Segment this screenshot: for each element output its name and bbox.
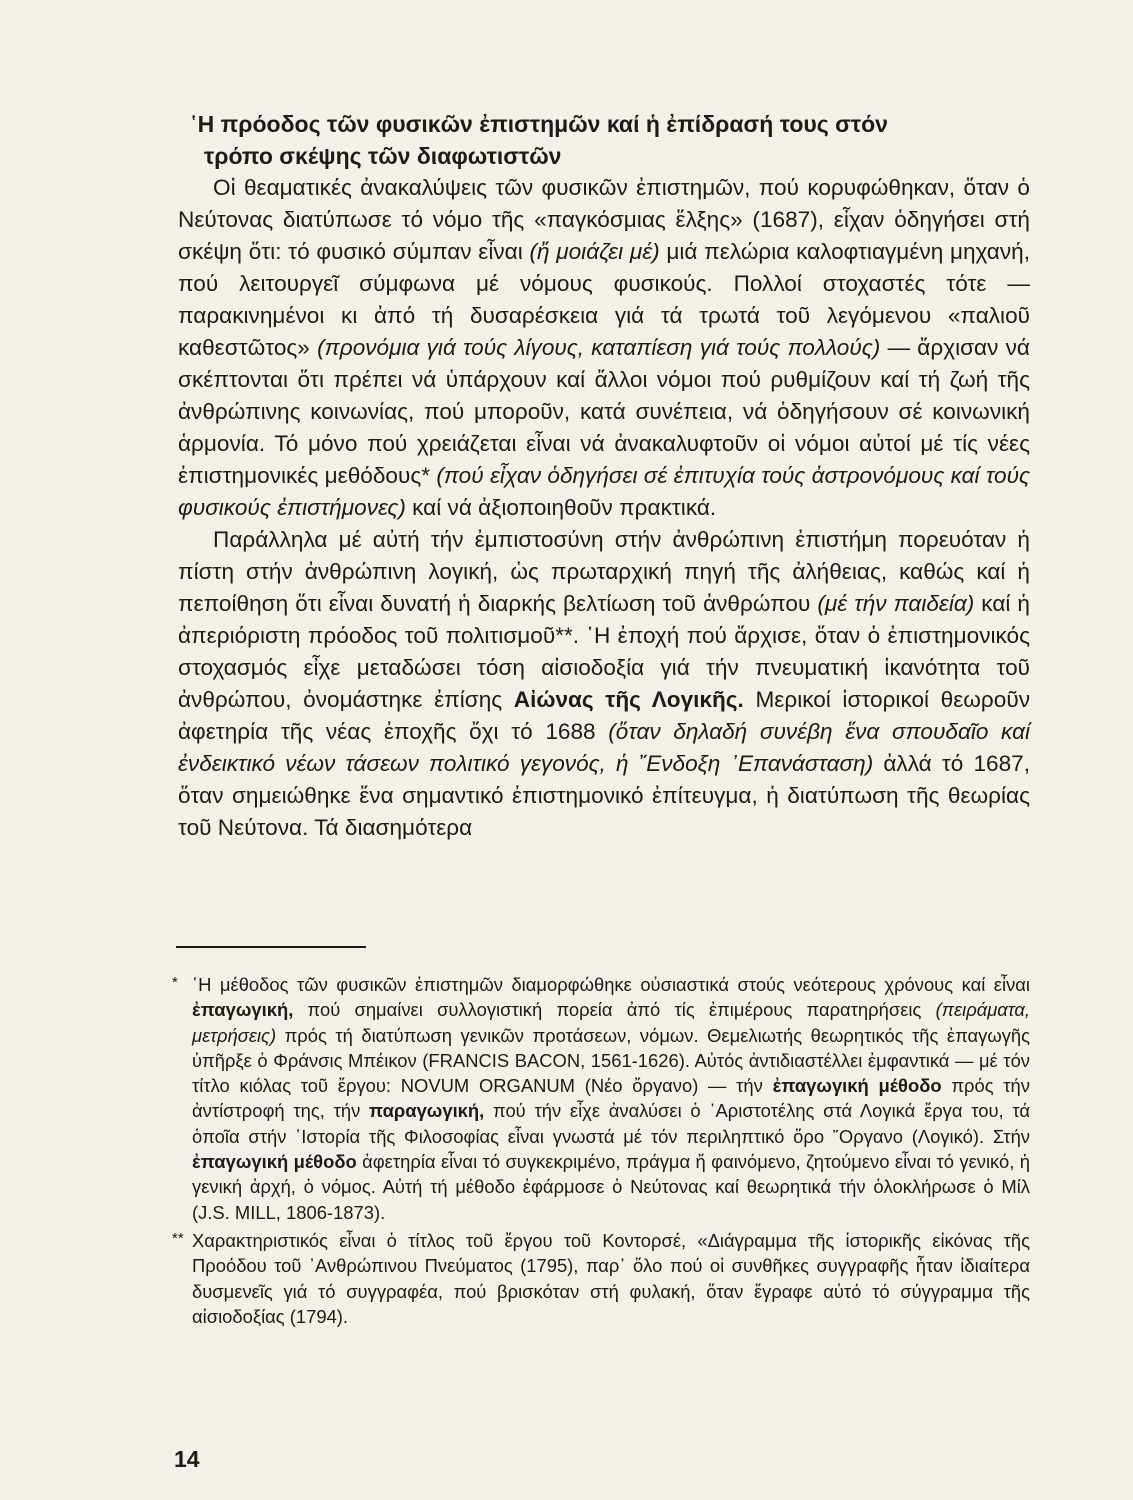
paragraph-1-text-1: Οἱ θεαματικές ἀνακαλύψεις τῶν φυσικῶν ἐπιστημῶν, πού κορυφώθηκαν, ὅταν ὁ Νεύτονας διατύπωσε τό νόμο τῆς «παγκόσμιας ἕλξης» (1687), εἶχαν ὁδηγήσει στή σκέψη ὅτι: τό φυσικό σύμπαν εἶναι	[178, 175, 1030, 264]
paragraph-1-text-3: — ἄρχισαν νά σκέπτονται ὅτι πρέπει νά ὑπάρχουν καί ἄλλοι νόμοι πού ρυθμίζουν καί τή ζωή τῆς ἀνθρώπινης κοινωνίας, πού μποροῦν, κατά συνέπεια, νά ὁδηγήσουν σέ κοινωνική ἁρμονία. Τό μόνο πού χρειάζεται εἶναι νά ἀνακαλυφτοῦν οἱ νόμοι αὐτοί μέ τίς νέες ἐπιστημονικές μεθόδους*	[178, 335, 1030, 488]
footnote-1-italic-1: (πειράματα, μετρήσεις)	[192, 999, 1030, 1046]
paragraph-2-text-4: ἀλλά τό 1687, ὅταν σημειώθηκε ἕνα σημαντικό ἐπιστημονικό ἐπίτευγμα, ἡ διατύπωση τῆς θεωρίας τοῦ Νεύτονα. Τά διασημότερα	[178, 751, 1030, 840]
page-number: 14	[174, 1446, 200, 1472]
footnote-1-bold-4: ἐπαγωγική μέθοδο	[192, 1151, 357, 1173]
paragraph-2-italic-1: (μέ τήν παιδεία)	[817, 591, 975, 616]
footnote-divider	[176, 946, 366, 948]
footnote-1-text-3: πρός τή διατύπωση γενικῶν προτάσεων, νόμων. Θεμελιωτής θεωρητικός τῆς ἐπαγωγῆς ὑπῆρξε ὁ Φράνσις Μπέικον (FRANCIS BACON, 1561-1626). Αὐτός ἀντιδιαστέλλει ἐμφαντικά — μέ τόν τίτλο κιόλας τοῦ ἔργου: NOVUM ORGANUM (Νέο ὄργανο) — τήν	[192, 1024, 1030, 1097]
footnote-2-text: Χαρακτηριστικός εἶναι ὁ τίτλος τοῦ ἔργου τοῦ Κοντορσέ, «Διάγραμμα τῆς ἱστορικῆς εἰκόνας τῆς Προόδου τοῦ ᾿Ανθρώπινου Πνεύματος (1795), παρ᾿ ὅλο πού οἱ συνθῆκες συγγραφῆς ἦταν ἰδιαίτερα δυσμενεῖς γιά τό συγγραφέα, πού βρισκόταν στή φυλακή, ὅταν ἔγραφε αὐτό τό σύγγραμμα τῆς αἰσιοδοξίας (1794).	[192, 1229, 1030, 1327]
paragraph-2-bold-1: Αἰώνας τῆς Λογικῆς.	[513, 687, 744, 712]
footnote-1-bold-1: ἐπαγωγική,	[192, 999, 294, 1021]
footnote-1-text-6: ἀφετηρία εἶναι τό συγκεκριμένο, πράγμα ἤ φαινόμενο, ζητούμενο εἶναι τό γενικό, ἡ γενική ἀρχή, ὁ νόμος. Αὐτή τή μέθοδο ἐφάρμοσε ὁ Νεύτονας καί θεωρητικά τήν ὁλοκλήρωσε ὁ Μίλ (J.S. MILL, 1806-1873).	[192, 1151, 1030, 1223]
paragraph-2	[178, 524, 1030, 844]
paragraph-1-italic-1: (ἤ μοιάζει μέ)	[529, 239, 660, 264]
section-heading-line-1: ῾Η πρόοδος τῶν φυσικῶν ἐπιστημῶν καί ἡ ἐπίδρασή τους στόν	[190, 111, 888, 137]
footnote-1-mark: *	[172, 974, 178, 991]
paragraph-2-text-1: Παράλληλα μέ αὐτή τήν ἐμπιστοσύνη στήν ἀνθρώπινη ἐπιστήμη πορευόταν ἡ πίστη στήν ἀνθρώπινη λογική, ὡς πρωταρχική πηγή τῆς ἀλήθειας, καθώς καί ἡ πεποίθηση ὅτι εἶναι δυνατή ἡ διαρκής βελτίωση τοῦ ἀνθρώπου	[178, 527, 1030, 616]
section-heading	[190, 108, 1004, 172]
paragraph-1	[178, 172, 1030, 524]
footnote-1-text-5: πού τήν εἶχε ἀναλύσει ὁ ᾿Αριστοτέλης στά Λογικά ἔργα του, τά ὁποῖα στήν ῾Ιστορία τῆς Φιλοσοφίας εἶναι γνωστά μέ τόν περιληπτικό ὅρο ῎Οργανο (Λογικό). Στήν	[192, 1100, 1030, 1147]
paragraph-1-text-4: καί νά ἀξιοποιηθοῦν πρακτικά.	[405, 495, 717, 520]
paragraph-1-italic-3: (πού εἶχαν ὁδηγήσει σέ ἐπιτυχία τούς ἀστρονόμους καί τούς φυσικούς ἐπιστήμονες)	[178, 463, 1030, 520]
paragraph-2-text-3: Μερικοί ἱστορικοί θεωροῦν ἀφετηρία τῆς νέας ἐποχῆς ὄχι τό 1688	[178, 687, 1031, 744]
footnote-1-text-1: ῾Η μέθοδος τῶν φυσικῶν ἐπιστημῶν διαμορφώθηκε οὐσιαστικά στούς νεότερους χρόνους καί εἶναι	[192, 974, 1030, 995]
footnote-2	[172, 1228, 1030, 1329]
footnote-1	[172, 972, 1030, 1225]
footnote-1-bold-3: παραγωγική,	[369, 1100, 485, 1122]
paragraph-2-text-2: καί ἡ ἀπεριόριστη πρόοδος τοῦ πολιτισμοῦ**. ῾Η ἐποχή πού ἄρχισε, ὅταν ὁ ἐπιστημονικός στοχασμός εἶχε μεταδώσει τόση αἰσιοδοξία γιά τήν πνευματική ἱκανότητα τοῦ ἀνθρώπου, ὀνομάστηκε ἐπίσης	[178, 591, 1031, 712]
section-heading-line-2: τρόπο σκέψης τῶν διαφωτιστῶν	[204, 143, 562, 169]
footnote-1-bold-2: ἐπαγωγική μέθοδο	[772, 1075, 942, 1097]
footnotes	[172, 972, 1030, 1329]
paragraph-1-text-2: μιά πελώρια καλοφτιαγμένη μηχανή, πού λειτουργεῖ σύμφωνα μέ νόμους φυσικούς. Πολλοί στοχαστές τότε — παρακινημένοι κι ἀπό τή δυσαρέσκεια γιά τά τρωτά τοῦ λεγόμενου «παλιοῦ καθεστῶτος»	[178, 239, 1031, 360]
paragraph-2-italic-2: (ὅταν δηλαδή συνέβη ἕνα σπουδαῖο καί ἐνδεικτικό νέων τάσεων πολιτικό γεγονός, ἡ ῎Ενδοξη ᾿Επανάσταση)	[178, 719, 1030, 776]
footnote-1-text-2: πού σημαίνει συλλογιστική πορεία ἀπό τίς ἐπιμέρους παρατηρήσεις	[293, 999, 936, 1021]
footnote-2-mark: **	[172, 1229, 184, 1247]
paragraph-1-italic-2: (προνόμια γιά τούς λίγους, καταπίεση γιά τούς πολλούς)	[317, 335, 881, 360]
main-text	[178, 172, 1030, 844]
footnote-1-text-4: πρός τήν ἀντίστροφή της, τήν	[192, 1075, 1030, 1122]
